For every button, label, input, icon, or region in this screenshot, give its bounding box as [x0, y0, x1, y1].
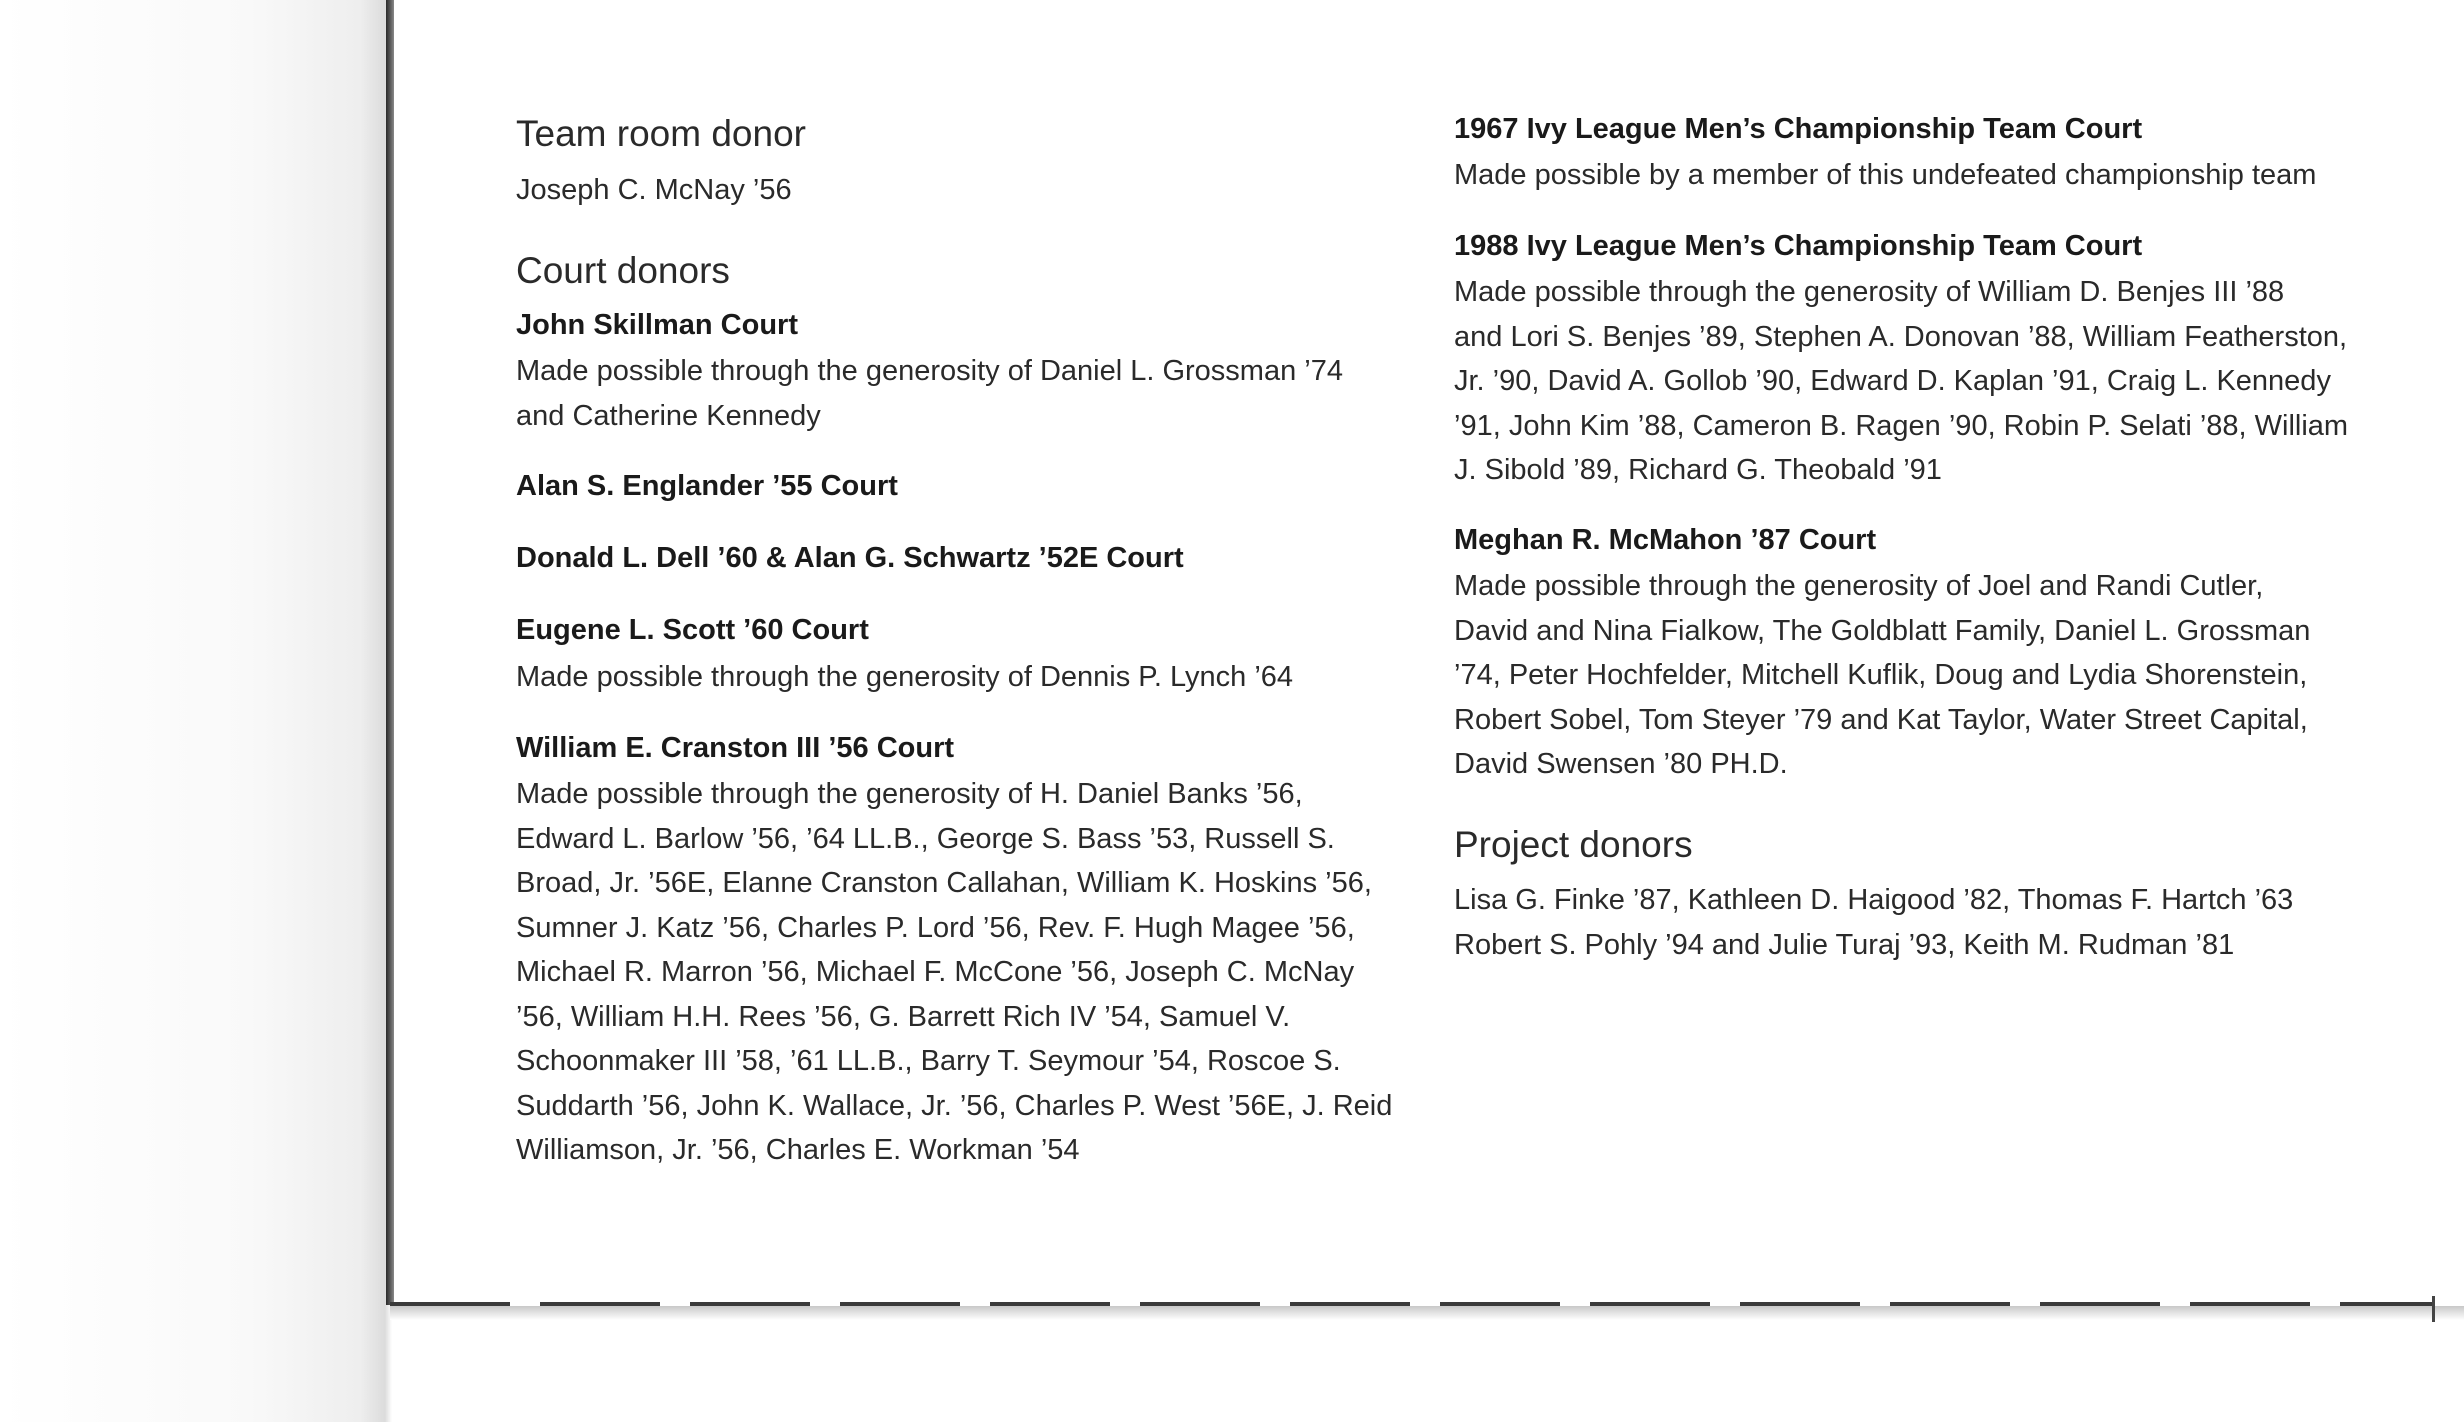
court-description-line: Suddarth ’56, John K. Wallace, Jr. ’56, Charles P. West ’56E, J. Reid [516, 1089, 1393, 1122]
court-description-line: Made possible by a member of this undefeated championship team [1454, 159, 2317, 191]
court-description-line: Made possible through the generosity of Daniel L. Grossman ’74 [516, 355, 1343, 387]
court-description-line: David Swensen ’80 PH.D. [1454, 748, 1788, 780]
project-donors-heading: Project donors [1454, 824, 1693, 865]
court-title: 1988 Ivy League Men’s Championship Team Court [1454, 230, 2143, 262]
court-description-line: Williamson, Jr. ’56, Charles E. Workman ’54 [516, 1134, 1080, 1166]
court-description-line: Robert Sobel, Tom Steyer ’79 and Kat Taylor, Water Street Capital, [1454, 703, 2308, 736]
court-description-line: Made possible through the generosity of H. Daniel Banks ’56, [516, 778, 1303, 810]
court-description-line: Made possible through the generosity of William D. Benjes III ’88 [1454, 276, 2285, 308]
court-description-line: Michael R. Marron ’56, Michael F. McCone ’56, Joseph C. McNay [516, 956, 1355, 988]
court-title: Donald L. Dell ’60 & Alan G. Schwartz ’52E Court [516, 542, 1184, 574]
court-title: John Skillman Court [516, 309, 798, 341]
booklet-spine [386, 0, 394, 1305]
court-description-line: Jr. ’90, David A. Gollob ’90, Edward D. Kaplan ’91, Craig L. Kennedy [1454, 365, 2331, 397]
court-description-line: Made possible through the generosity of Dennis P. Lynch ’64 [516, 661, 1294, 693]
court-description-line: ’91, John Kim ’88, Cameron B. Ragen ’90, Robin P. Selati ’88, William [1454, 409, 2349, 442]
court-description-line: Made possible through the generosity of Joel and Randi Cutler, [1454, 570, 2264, 602]
page-corner-mark [2432, 1296, 2435, 1322]
court-description-line: Sumner J. Katz ’56, Charles P. Lord ’56, Rev. F. Hugh Magee ’56, [516, 911, 1355, 944]
page-bottom-shadow [390, 1306, 2464, 1320]
court-description-line: ’74, Peter Hochfelder, Mitchell Kuflik, Doug and Lydia Shorenstein, [1454, 659, 2308, 691]
team-room-heading: Team room donor [516, 113, 806, 154]
court-description-line: Broad, Jr. ’56E, Elanne Cranston Callahan, William K. Hoskins ’56, [516, 867, 1372, 899]
court-description-line: David and Nina Fialkow, The Goldblatt Family, Daniel L. Grossman [1454, 614, 2311, 647]
court-description-line: and Catherine Kennedy [516, 399, 821, 432]
court-title: Meghan R. McMahon ’87 Court [1454, 524, 1877, 556]
court-title: William E. Cranston III ’56 Court [516, 732, 955, 764]
court-description-line: Edward L. Barlow ’56, ’64 LL.B., George S. Bass ’53, Russell S. [516, 822, 1335, 855]
court-description-line: Schoonmaker III ’58, ’61 LL.B., Barry T. Seymour ’54, Roscoe S. [516, 1045, 1341, 1077]
court-title: Eugene L. Scott ’60 Court [516, 614, 869, 646]
court-title: 1967 Ivy League Men’s Championship Team Court [1454, 113, 2143, 145]
court-description-line: and Lori S. Benjes ’89, Stephen A. Donovan ’88, William Featherston, [1454, 320, 2348, 353]
team-room-donor: Joseph C. McNay ’56 [516, 174, 792, 206]
project-donors-line: Lisa G. Finke ’87, Kathleen D. Haigood ’82, Thomas F. Hartch ’63 [1454, 884, 2294, 916]
court-description-line: J. Sibold ’89, Richard G. Theobald ’91 [1454, 454, 1942, 486]
court-title: Alan S. Englander ’55 Court [516, 470, 898, 502]
court-description-line: ’56, William H.H. Rees ’56, G. Barrett Rich IV ’54, Samuel V. [516, 1000, 1291, 1033]
project-donors-line: Robert S. Pohly ’94 and Julie Turaj ’93, Keith M. Rudman ’81 [1454, 928, 2235, 961]
court-donors-heading: Court donors [516, 250, 730, 291]
